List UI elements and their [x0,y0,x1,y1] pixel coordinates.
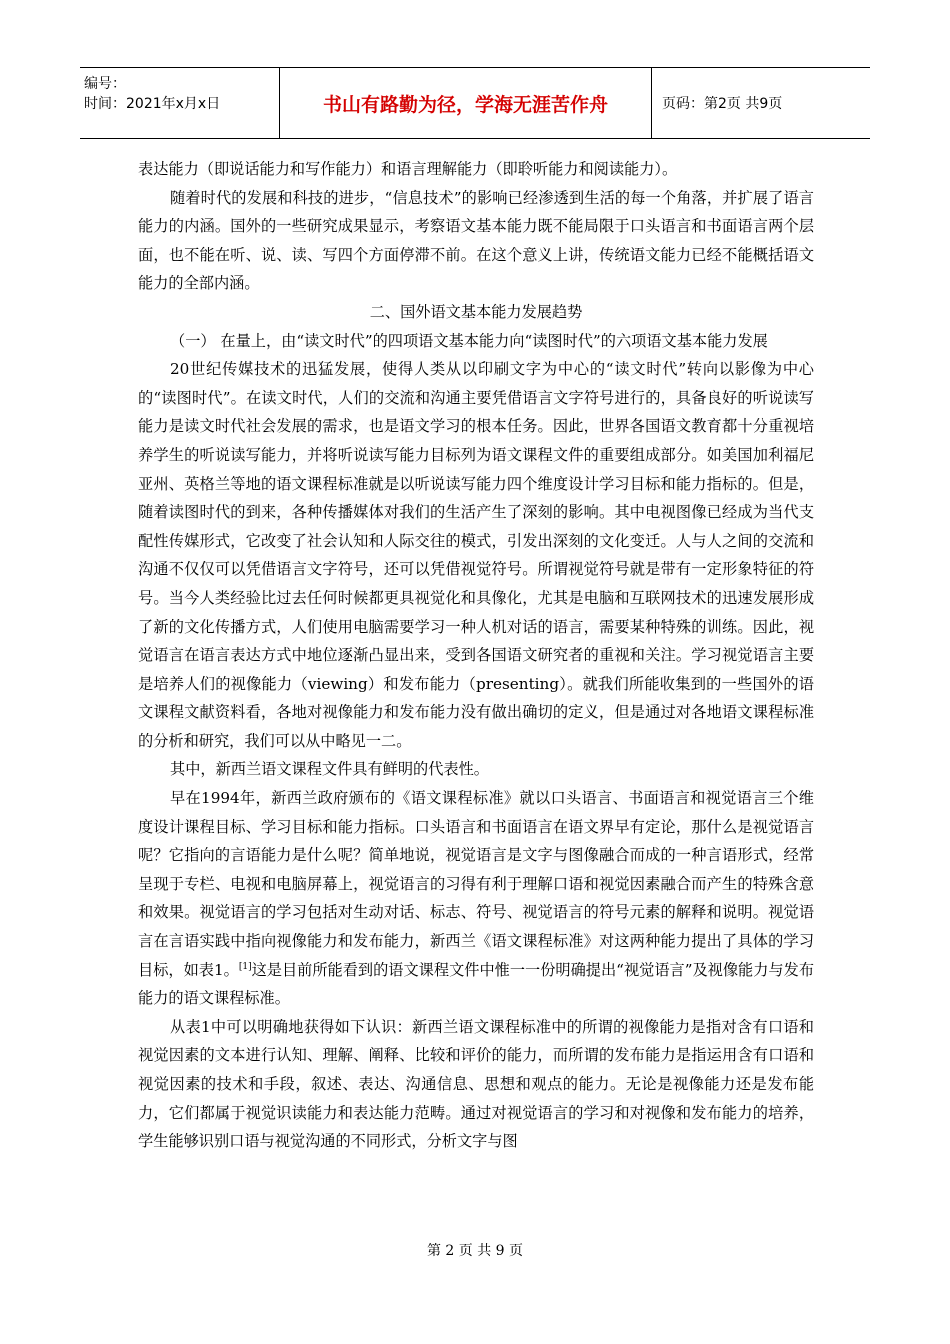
paragraph: 其中，新西兰语文课程文件具有鲜明的代表性。 [170,760,489,779]
document-number-label: 编号： [84,76,126,92]
header-motto: 书山有路勤为径，学海无涯苦作舟 [280,68,652,138]
paragraph: 从表1中可以明确地获得如下认识：新西兰语文课程标准中的所谓的视像能力是指对含有口语和视觉因素的文本进行认知、理解、阐释、比较和评价的能力，而所谓的发布能力是指运用含有口语和视觉因素的技术和手段，叙述、表达、沟通信息、思想和观点的能力。无论是视像能力还是发布能力，它们都属于视觉识读能力和表达能力范畴。通过对视觉语言的学习和对视像和发布能力的培养，学生能够识别口语与视觉沟通的不同形式，分析文字与图 [138,1017,814,1151]
header-page-label: 页码：第2页 共9页 [662,96,783,112]
header-meta [80,68,280,138]
document-date-label: 时间：2021年x月x日 [84,96,221,112]
section-heading: 二、国外语文基本能力发展趋势 [369,302,583,321]
page-header [80,67,870,139]
paragraph [138,784,814,1013]
paragraph: 随着时代的发展和科技的进步，“信息技术”的影响已经渗透到生活的每一个角落，并扩展了语言能力的内涵。国外的一些研究成果显示，考察语文基本能力既不能局限于口头语言和书面语言两个层面，也不能在听、说、读、写四个方面停滞不前。在这个意义上讲，传统语文能力已经不能概括语文能力的全部内涵。 [138,188,814,293]
page-footer: 第 2 页 共 9 页 [426,1243,524,1259]
citation-reference: [1] [238,961,252,972]
document-body [138,155,814,1156]
paragraph: 表达能力（即说话能力和写作能力）和语言理解能力（即聆听能力和阅读能力）。 [138,160,678,178]
subsection-heading: （一） 在量上，由“读文时代”的四项语文基本能力向“读图时代”的六项语文基本能力发展 [170,331,768,350]
paragraph-text: 这是目前所能看到的语文课程文件中惟一一份明确提出“视觉语言”及视像能力与发布能力的语文课程标准。 [138,960,815,1008]
paragraph-text: 早在1994年，新西兰政府颁布的《语文课程标准》就以口头语言、书面语言和视觉语言三个维度设计课程目标、学习目标和能力指标。口头语言和书面语言在语文界早有定论，那什么是视觉语言呢？它指向的言语能力是什么呢？简单地说，视觉语言是文字与图像融合而成的一种言语形式，经常呈现于专栏、电视和电脑屏幕上，视觉语言的习得有利于理解口语和视觉因素融合而产生的特殊含意和效果。视觉语言的学习包括对生动对话、标志、符号、视觉语言的符号元素的解释和说明。视觉语言在言语实践中指向视像能力和发布能力，新西兰《语文课程标准》对这两种能力提出了具体的学习目标，如表1。 [138,789,814,979]
paragraph: 20世纪传媒技术的迅猛发展，使得人类从以印刷文字为中心的“读文时代”转向以影像为中心的“读图时代”。在读文时代，人们的交流和沟通主要凭借语言文字符号进行的，具备良好的听说读写能力是读文时代社会发展的需求，也是语文学习的根本任务。因此，世界各国语文教育都十分重视培养学生的听说读写能力，并将听说读写能力目标列为语文课程文件的重要组成部分。如美国加利福尼亚州、英格兰等地的语文课程标准就是以听说读写能力四个维度设计学习目标和能力指标的。但是，随着读图时代的到来，各种传播媒体对我们的生活产生了深刻的影响。其中电视图像已经成为当代支配性传媒形式，它改变了社会认知和人际交往的模式，引发出深刻的文化变迁。人与人之间的交流和沟通不仅仅可以凭借语言文字符号，还可以凭借视觉符号。所谓视觉符号就是带有一定形象特征的符号。当今人类经验比过去任何时候都更具视觉化和具像化，尤其是电脑和互联网技术的迅速发展形成了新的文化传播方式，人们使用电脑需要学习一种人机对话的语言，需要某种特殊的训练。因此，视觉语言在语言表达方式中地位逐渐凸显出来，受到各国语文研究者的重视和关注。学习视觉语言主要是培养人们的视像能力（viewing）和发布能力（presenting）。就我们所能收集到的一些国外的语文课程文献资料看，各地对视像能力和发布能力没有做出确切的定义，但是通过对各地语文课程标准的分析和研究，我们可以从中略见一二。 [138,360,814,750]
